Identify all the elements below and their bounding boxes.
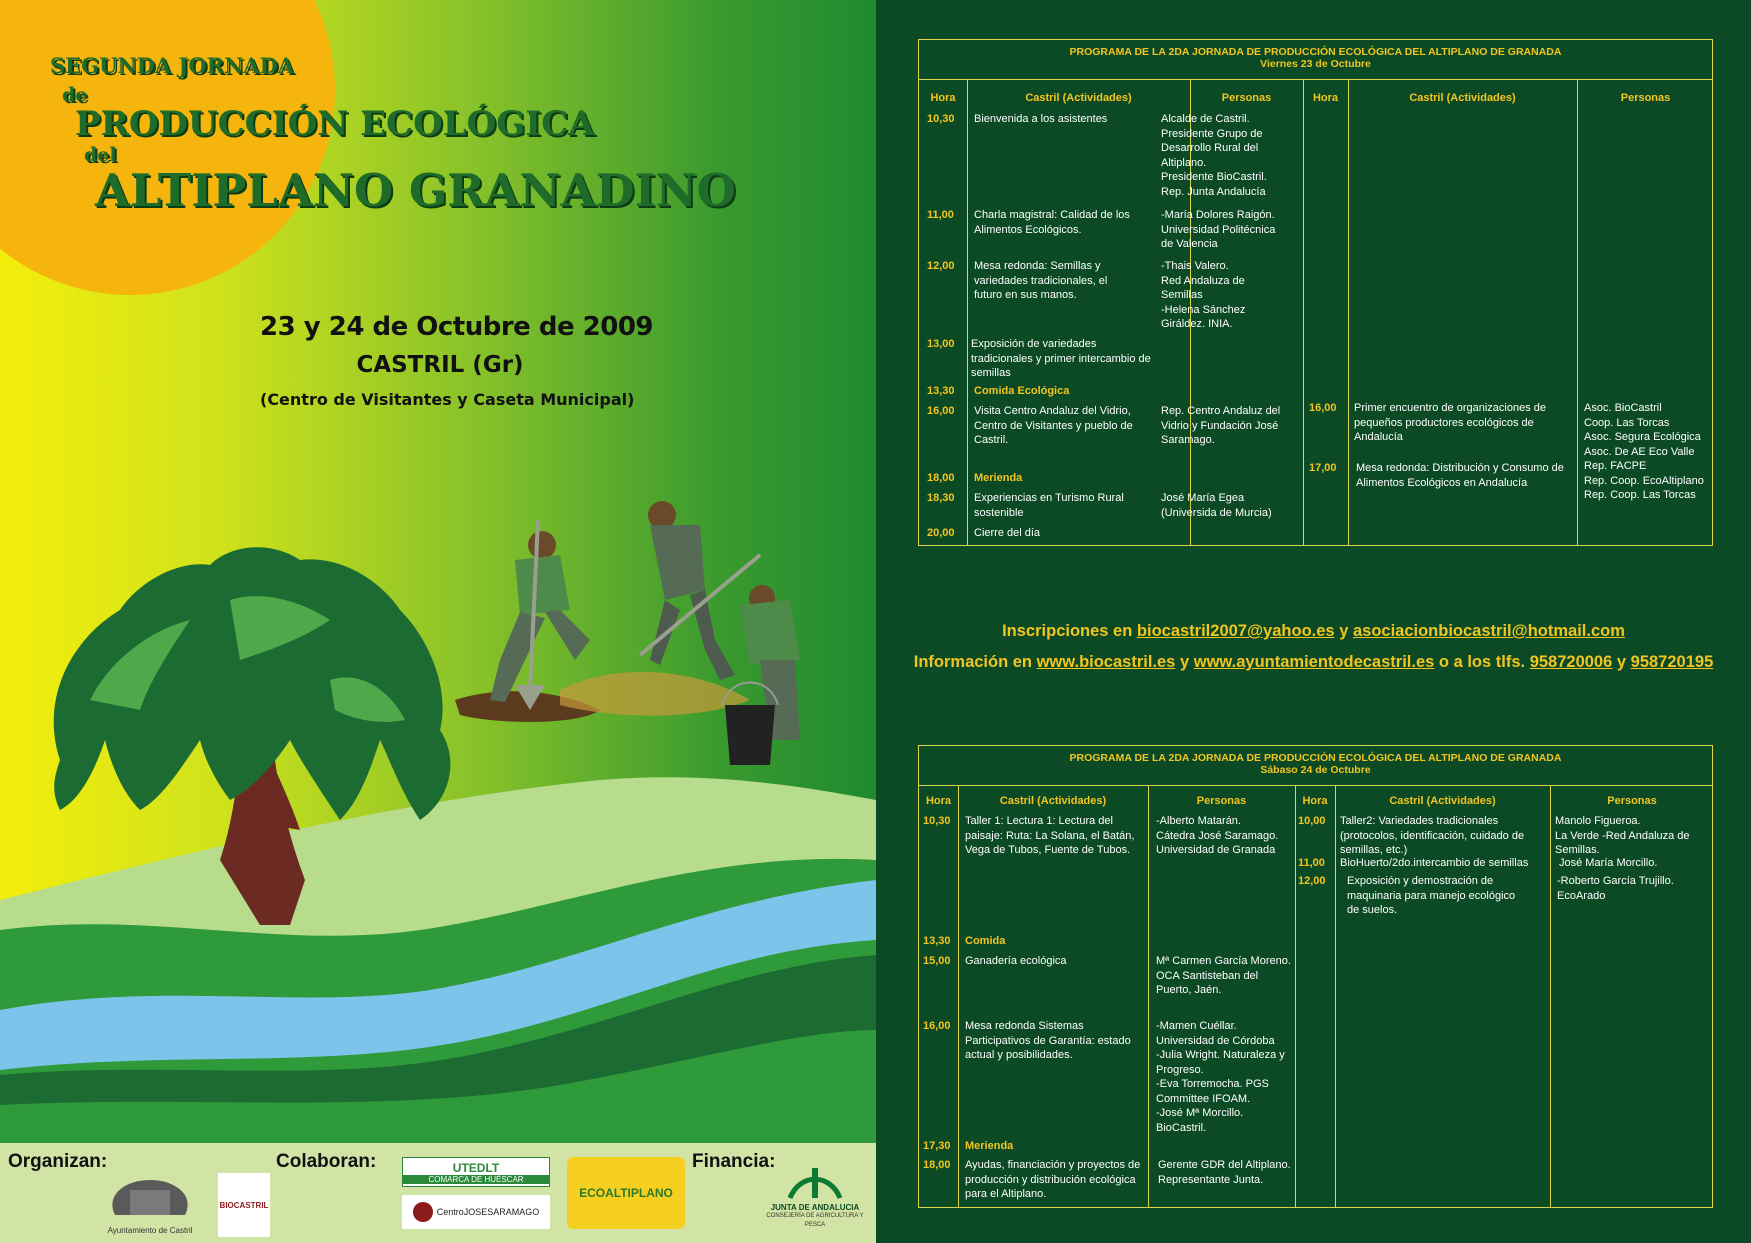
registration-and: y bbox=[1339, 622, 1349, 640]
saturday-schedule-header bbox=[919, 746, 1712, 786]
email-link-1[interactable]: biocastril2007@yahoo.es bbox=[1136, 622, 1335, 640]
table-row-actividad: Mesa redonda: Semillas y variedades tradicionales, el futuro en sus manos. bbox=[974, 260, 1108, 301]
table-row-hora: 18,00 bbox=[927, 472, 955, 484]
table-row-actividad: Cierre del día bbox=[974, 527, 1041, 539]
table-row-hora: 11,00 bbox=[927, 209, 954, 221]
table-row-hora: 10,00 bbox=[1298, 815, 1326, 827]
ayuntamiento-logo bbox=[95, 1165, 205, 1237]
saramago-logo-text: CentroJOSESARAMAGO bbox=[436, 1207, 540, 1217]
table-row-personas: Gerente GDR del Altiplano. Representante Junta. bbox=[1158, 1159, 1291, 1186]
table-row-actividad: BioHuerto/2do.intercambio de semillas bbox=[1340, 857, 1529, 869]
poster-title-line-1: SEGUNDA JORNADA bbox=[50, 53, 295, 78]
poster-title-line-3: PRODUCCIÓN ECOLÓGICA bbox=[75, 104, 595, 144]
colaboran-label: Colaboran: bbox=[276, 1151, 377, 1172]
friday-header-personas: Personas bbox=[1221, 92, 1272, 104]
poster-title-line-4: del bbox=[84, 144, 117, 166]
table-row-actividad: Comida Ecológica bbox=[974, 385, 1070, 397]
table-row-actividad: Taller 1: Lectura 1: Lectura del paisaje: Ruta: La Solana, el Batán, Vega de Tubos, Fuente de Tubos. bbox=[965, 815, 1135, 856]
table-row-hora: 16,00 bbox=[923, 1020, 951, 1032]
rose-icon bbox=[413, 1202, 433, 1222]
table-row-hora: 17,00 bbox=[1309, 462, 1337, 474]
ecoaltiplano-logo-text: ECOALTIPLANO bbox=[579, 1186, 673, 1200]
biocastril-logo-text: BIOCASTRIL bbox=[219, 1200, 269, 1210]
table-row-actividad: Ganadería ecológica bbox=[965, 955, 1067, 967]
table-row-personas: -Alberto Matarán. Cátedra José Saramago. Universidad de Granada bbox=[1156, 815, 1279, 856]
table-row-hora: 13,00 bbox=[927, 338, 955, 350]
utedlt-logo-text: UTEDLT bbox=[452, 1160, 500, 1175]
friday-schedule-date: Viernes 23 de Octubre bbox=[1260, 58, 1371, 70]
friday-header-actividades-2: Castril (Actividades) bbox=[1409, 92, 1516, 104]
saturday-header-personas-2: Personas bbox=[1607, 795, 1657, 807]
worker-left bbox=[490, 520, 590, 710]
table-row-actividad: Taller2: Variedades tradicionales (protocolos, identificación, cuidado de semillas, etc.) bbox=[1340, 815, 1525, 856]
friday-schedule-header bbox=[919, 40, 1712, 80]
table-row-hora: 10,30 bbox=[927, 113, 955, 125]
table-row-personas: Asoc. BioCastril Coop. Las Torcas Asoc. Segura Ecológica Asoc. De AE Eco Valle Rep. FACPE Rep. Coop. EcoAltiplano Rep. Coop. Las Torcas bbox=[1584, 402, 1704, 501]
registration-prefix: Inscripciones en bbox=[1002, 622, 1133, 640]
financia-label: Financia: bbox=[692, 1151, 776, 1172]
event-place: CASTRIL (Gr) bbox=[356, 352, 524, 378]
table-row-actividad: Exposición de variedades tradicionales y primer intercambio de semillas bbox=[971, 338, 1151, 379]
table-row-personas: -Thais Valero. Red Andaluza de Semillas -Helena Sánchez Giráldez. INIA. bbox=[1161, 260, 1246, 330]
table-row-hora: 16,00 bbox=[927, 405, 955, 417]
table-row-personas: Manolo Figueroa. La Verde -Red Andaluza de Semillas. bbox=[1555, 815, 1690, 856]
table-row-personas: Alcalde de Castril. Presidente Grupo de Desarrollo Rural del Altiplano. Presidente BioCastril. Rep. Junta Andalucía bbox=[1161, 113, 1267, 198]
table-row-actividad: Ayudas, financiación y proyectos de producción y distribución ecológica para el Altiplano. bbox=[965, 1159, 1141, 1200]
table-row-hora: 12,00 bbox=[927, 260, 955, 272]
table-row-actividad: Mesa redonda Sistemas Participativos de Garantía: estado actual y posibilidades. bbox=[965, 1020, 1131, 1061]
table-row-hora: 17,30 bbox=[923, 1140, 951, 1152]
table-row-actividad: Comida bbox=[965, 935, 1006, 947]
biocastril-logo bbox=[218, 1173, 270, 1237]
information-and: y bbox=[1179, 653, 1190, 671]
ecoaltiplano-logo bbox=[567, 1157, 685, 1229]
friday-header-hora: Hora bbox=[930, 92, 956, 104]
saturday-header-actividades-2: Castril (Actividades) bbox=[1389, 795, 1496, 807]
junta-logo bbox=[765, 1153, 865, 1239]
information-prefix: Información en bbox=[913, 653, 1032, 671]
table-row-hora: 16,00 bbox=[1309, 402, 1337, 414]
phone-link-2[interactable]: 958720195 bbox=[1630, 653, 1714, 671]
utedlt-logo-subtext: COMARCA DE HUÉSCAR bbox=[403, 1175, 549, 1184]
table-row-hora: 18,00 bbox=[923, 1159, 951, 1171]
table-row-hora: 18,30 bbox=[927, 492, 955, 504]
table-row-personas: José María Morcillo. bbox=[1559, 857, 1658, 869]
table-row-actividad: Mesa redonda: Distribución y Consumo de Alimentos Ecológicos en Andalucía bbox=[1356, 462, 1564, 489]
sponsors-footer bbox=[0, 1143, 876, 1243]
junta-logo-subtext: CONSEJERÍA DE AGRICULTURA Y PESCA bbox=[766, 1212, 864, 1228]
registration-line bbox=[876, 622, 1751, 641]
saturday-header-hora-2: Hora bbox=[1302, 795, 1328, 807]
saturday-schedule-table bbox=[918, 745, 1713, 1208]
saturday-schedule-date: Sábaso 24 de Octubre bbox=[1260, 764, 1371, 776]
table-row-hora: 11,00 bbox=[1298, 857, 1325, 869]
table-row-hora: 12,00 bbox=[1298, 875, 1326, 887]
junta-emblem-icon bbox=[785, 1163, 845, 1203]
poster-title-line-2: de bbox=[62, 84, 88, 106]
table-row-hora: 10,30 bbox=[923, 815, 951, 827]
friday-schedule-table bbox=[918, 39, 1713, 546]
saturday-header-actividades: Castril (Actividades) bbox=[999, 795, 1107, 807]
program-panel bbox=[876, 0, 1751, 1243]
event-dates: 23 y 24 de Octubre de 2009 bbox=[260, 312, 653, 342]
poster-title-line-5: ALTIPLANO GRANADINO bbox=[95, 164, 737, 217]
table-row-actividad: Bienvenida a los asistentes bbox=[974, 113, 1108, 125]
information-and-2: y bbox=[1616, 653, 1627, 671]
table-row-personas: Mª Carmen García Moreno. OCA Santisteban del Puerto, Jaén. bbox=[1156, 955, 1291, 996]
table-row-hora: 13,30 bbox=[927, 385, 955, 397]
table-row-personas: José María Egea (Universida de Murcia) bbox=[1161, 492, 1272, 519]
friday-header-hora-2: Hora bbox=[1312, 92, 1339, 104]
friday-header-personas-2: Personas bbox=[1620, 92, 1671, 104]
junta-logo-text: JUNTA DE ANDALUCIA bbox=[770, 1202, 860, 1212]
information-phones-label: o a los tlfs. bbox=[1438, 653, 1526, 671]
saramago-logo bbox=[402, 1195, 550, 1229]
phone-link-1[interactable]: 958720006 bbox=[1529, 653, 1613, 671]
table-row-actividad: Primer encuentro de organizaciones de pequeños productores ecológicos de Andalucía bbox=[1354, 402, 1547, 443]
web-link-2[interactable]: www.ayuntamientodecastril.es bbox=[1193, 653, 1435, 671]
information-line bbox=[876, 653, 1751, 672]
sun-shape bbox=[0, 0, 335, 295]
web-link-1[interactable]: www.biocastril.es bbox=[1036, 653, 1176, 671]
utedlt-logo bbox=[402, 1157, 550, 1187]
friday-header-actividades: Castril (Actividades) bbox=[1025, 92, 1132, 104]
email-link-2[interactable]: asociacionbiocastril@hotmail.com bbox=[1352, 622, 1625, 640]
table-row-hora: 15,00 bbox=[923, 955, 951, 967]
table-row-actividad: Merienda bbox=[974, 472, 1023, 484]
table-row-actividad: Exposición y demostración de maquinaria para manejo ecológico de suelos. bbox=[1347, 875, 1516, 916]
saturday-schedule-title: PROGRAMA DE LA 2DA JORNADA DE PRODUCCIÓN ECOLÓGICA DEL ALTIPLANO DE GRANADA bbox=[1069, 752, 1562, 764]
table-row-actividad: Charla magistral: Calidad de los Alimentos Ecológicos. bbox=[974, 209, 1130, 236]
table-row-actividad: Experiencias en Turismo Rural sostenible bbox=[974, 492, 1124, 519]
table-row-personas: -María Dolores Raigón. Universidad Politécnica de Valencia bbox=[1161, 209, 1276, 250]
table-row-personas: -Roberto García Trujillo. EcoArado bbox=[1557, 875, 1674, 902]
organizan-label: Organizan: bbox=[8, 1151, 108, 1172]
table-row-hora: 13,30 bbox=[923, 935, 951, 947]
worker-center bbox=[640, 501, 760, 680]
ayuntamiento-logo-text: Ayuntamiento de Castril bbox=[107, 1226, 193, 1235]
table-row-personas: -Mamen Cuéllar. Universidad de Córdoba -Julia Wright. Naturaleza y Progreso. -Eva Torremocha. PGS Committee IFOAM. -José Mª Morcillo. BioCastril. bbox=[1156, 1020, 1285, 1134]
event-venue: (Centro de Visitantes y Caseta Municipal) bbox=[260, 390, 635, 409]
table-row-actividad: Merienda bbox=[965, 1140, 1014, 1152]
table-row-hora: 20,00 bbox=[927, 527, 955, 539]
table-row-actividad: Visita Centro Andaluz del Vidrio, Centro de Visitantes y pueblo de Castril. bbox=[974, 405, 1133, 446]
friday-schedule-title: PROGRAMA DE LA 2DA JORNADA DE PRODUCCIÓN ECOLÓGICA DEL ALTIPLANO DE GRANADA bbox=[1069, 46, 1562, 58]
saturday-header-personas: Personas bbox=[1196, 795, 1247, 807]
saturday-header-hora: Hora bbox=[925, 795, 952, 807]
table-row-personas: Rep. Centro Andaluz del Vidrio y Fundación José Saramago. bbox=[1161, 405, 1281, 446]
